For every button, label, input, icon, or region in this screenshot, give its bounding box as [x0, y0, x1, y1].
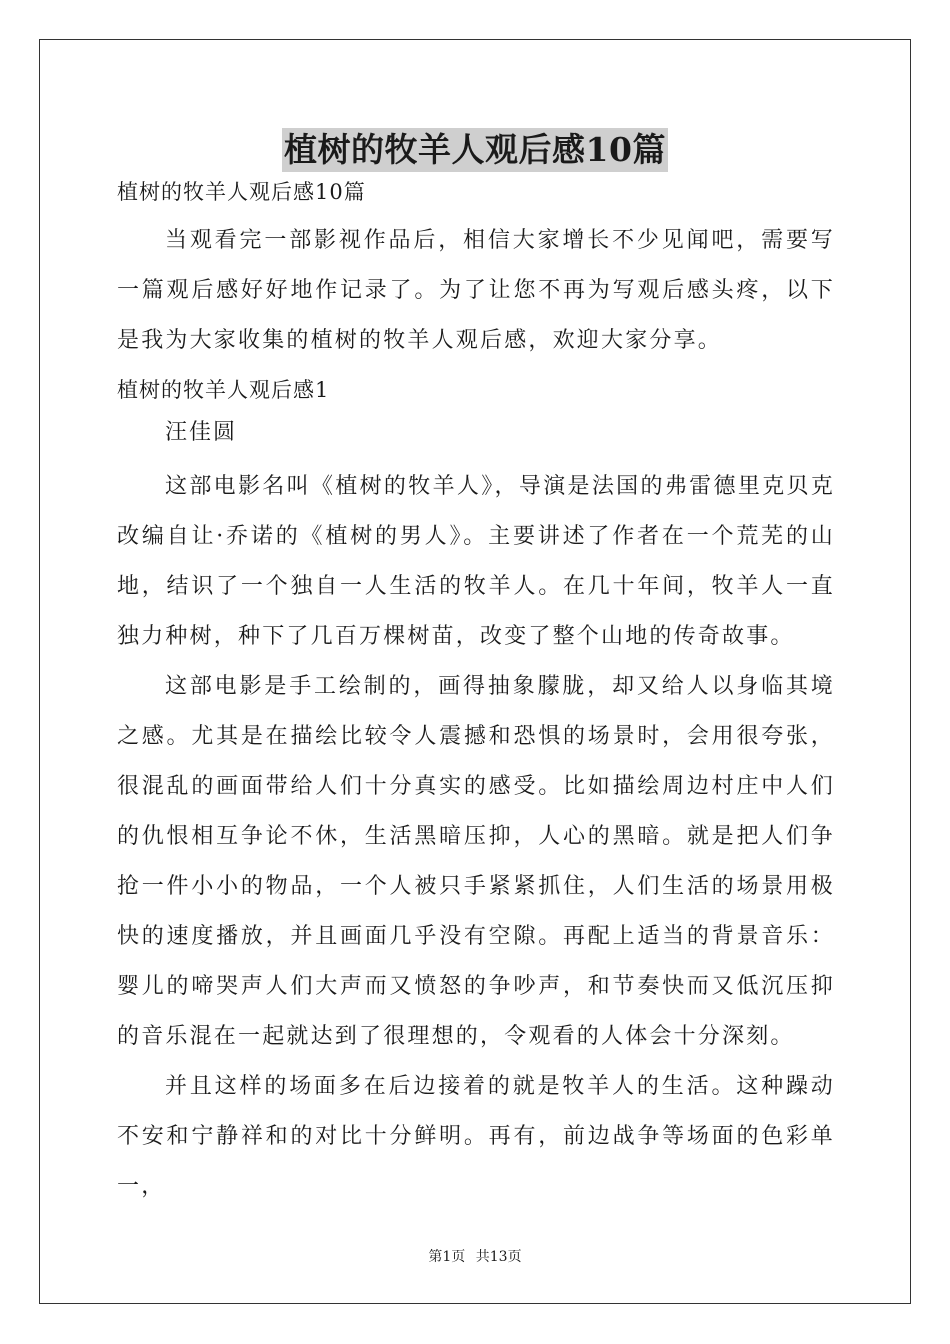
body-paragraph: 这部电影名叫《植树的牧羊人》，导演是法国的弗雷德里克贝克改编自让·乔诺的《植树的男人》。主要讲述了作者在一个荒芜的山地，结识了一个独自一人生活的牧羊人。在几十年间，牧羊人一直独力种树，种下了几百万棵树苗，改变了整个山地的传奇故事。	[117, 474, 835, 649]
page-footer	[0, 1248, 950, 1266]
page-total: 共13页	[475, 1249, 522, 1265]
section-heading: 植树的牧羊人观后感1	[117, 378, 330, 402]
document-body	[117, 178, 835, 1212]
page-number: 第1页	[428, 1249, 466, 1265]
intro-paragraph: 当观看完一部影视作品后，相信大家增长不少见闻吧，需要写一篇观后感好好地作记录了。为了让您不再为写观后感头疼，以下是我为大家收集的植树的牧羊人观后感，欢迎大家分享。	[117, 228, 835, 353]
author-name: 汪佳圆	[165, 420, 238, 445]
document-subtitle: 植树的牧羊人观后感10篇	[117, 180, 366, 204]
body-paragraph: 并且这样的场面多在后边接着的就是牧羊人的生活。这种躁动不安和宁静祥和的对比十分鲜明。再有，前边战争等场面的色彩单一，	[117, 1074, 835, 1199]
body-paragraph: 这部电影是手工绘制的，画得抽象朦胧，却又给人以身临其境之感。尤其是在描绘比较令人震撼和恐惧的场景时，会用很夸张，很混乱的画面带给人们十分真实的感受。比如描绘周边村庄中人们的仇恨相互争论不休，生活黑暗压抑，人心的黑暗。就是把人们争抢一件小小的物品，一个人被只手紧紧抓住，人们生活的场景用极快的速度播放，并且画面几乎没有空隙。再配上适当的背景音乐：婴儿的啼哭声人们大声而又愤怒的争吵声，和节奏快而又低沉压抑的音乐混在一起就达到了很理想的，令观看的人体会十分深刻。	[117, 674, 835, 1049]
document-title: 植树的牧羊人观后感10篇	[282, 128, 668, 172]
title-container	[0, 128, 950, 172]
